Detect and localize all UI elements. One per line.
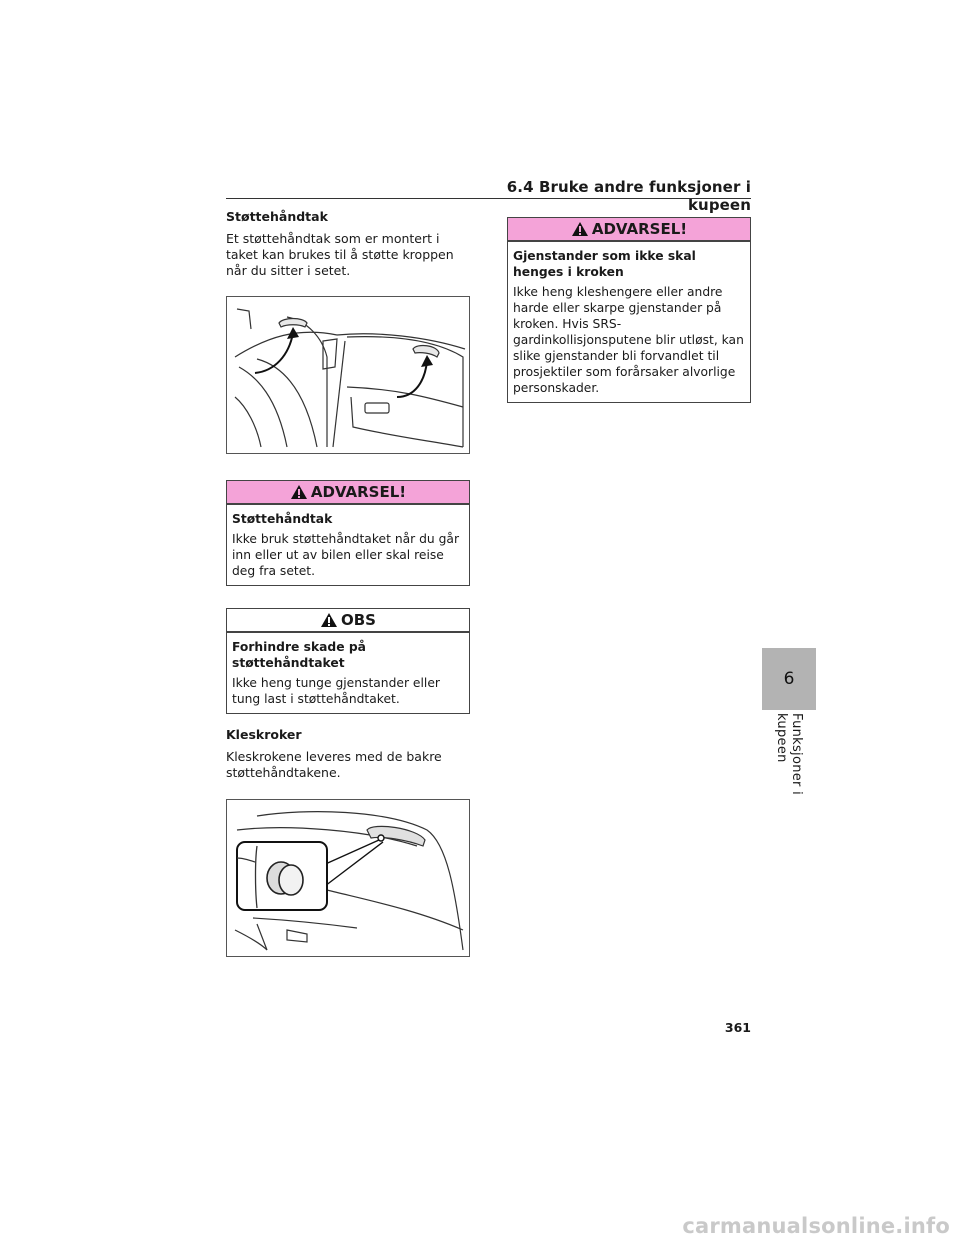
warning-label: ADVARSEL! — [310, 482, 407, 501]
notice-title: Forhindre skade på støttehåndtaket — [232, 639, 366, 670]
chapter-tab — [762, 648, 816, 710]
coat-hook-illustration — [227, 800, 469, 956]
figure-coat-hooks — [226, 799, 470, 957]
page-number: 361 — [724, 1020, 751, 1035]
warning-text: Ikke heng kleshengere eller andre harde eller skarpe gjenstander på kroken. Hvis SRS-gardinkollisjonsputene blir utløst, kan slike gjenstander bli forvandlet til prosjektiler som forårsaker alvorlige personskader. — [513, 285, 744, 395]
section-title: 6.4 Bruke andre funksjoner i kupeen — [506, 178, 751, 214]
warning-label: ADVARSEL! — [591, 220, 688, 238]
chapter-label: Funksjoner i kupeen — [774, 713, 804, 796]
notice-label: OBS — [341, 610, 376, 629]
paragraph-coat-hooks: Kleskrokene leveres med de bakre støttehåndtakene. — [226, 748, 442, 780]
warning-title: Gjenstander som ikke skal henges i kroken — [513, 249, 696, 279]
chapter-label-container — [762, 713, 816, 843]
figure-assist-grips — [226, 296, 470, 454]
warning-triangle-icon — [290, 484, 308, 500]
warning-header — [227, 481, 469, 505]
heading-coat-hooks: Kleskroker — [226, 726, 302, 742]
chapter-number: 6 — [783, 669, 795, 689]
paragraph-assist-grip: Et støttehåndtak som er montert i taket kan brukes til å støtte kroppen når du sitter i setet. — [226, 231, 454, 279]
notice-text: Ikke heng tunge gjenstander eller tung last i støttehåndtaket. — [232, 675, 440, 706]
warning-triangle-icon — [320, 612, 338, 628]
watermark: carmanualsonline.info — [682, 1214, 950, 1238]
header-divider — [226, 198, 751, 199]
warning-title: Støttehåndtak — [232, 511, 333, 526]
warning-box-assist-grip — [226, 480, 470, 586]
warning-triangle-icon — [571, 221, 589, 237]
warning-header — [508, 218, 750, 242]
warning-box-coat-hooks — [507, 217, 751, 403]
heading-assist-grip: Støttehåndtak — [226, 209, 328, 224]
left-column — [226, 208, 470, 957]
assist-grip-illustration — [227, 297, 469, 453]
warning-text: Ikke bruk støttehåndtaket når du går inn eller ut av bilen eller skal reise deg fra setet. — [232, 531, 460, 578]
right-column — [507, 217, 751, 403]
notice-header — [227, 609, 469, 633]
notice-box-assist-grip — [226, 608, 470, 714]
